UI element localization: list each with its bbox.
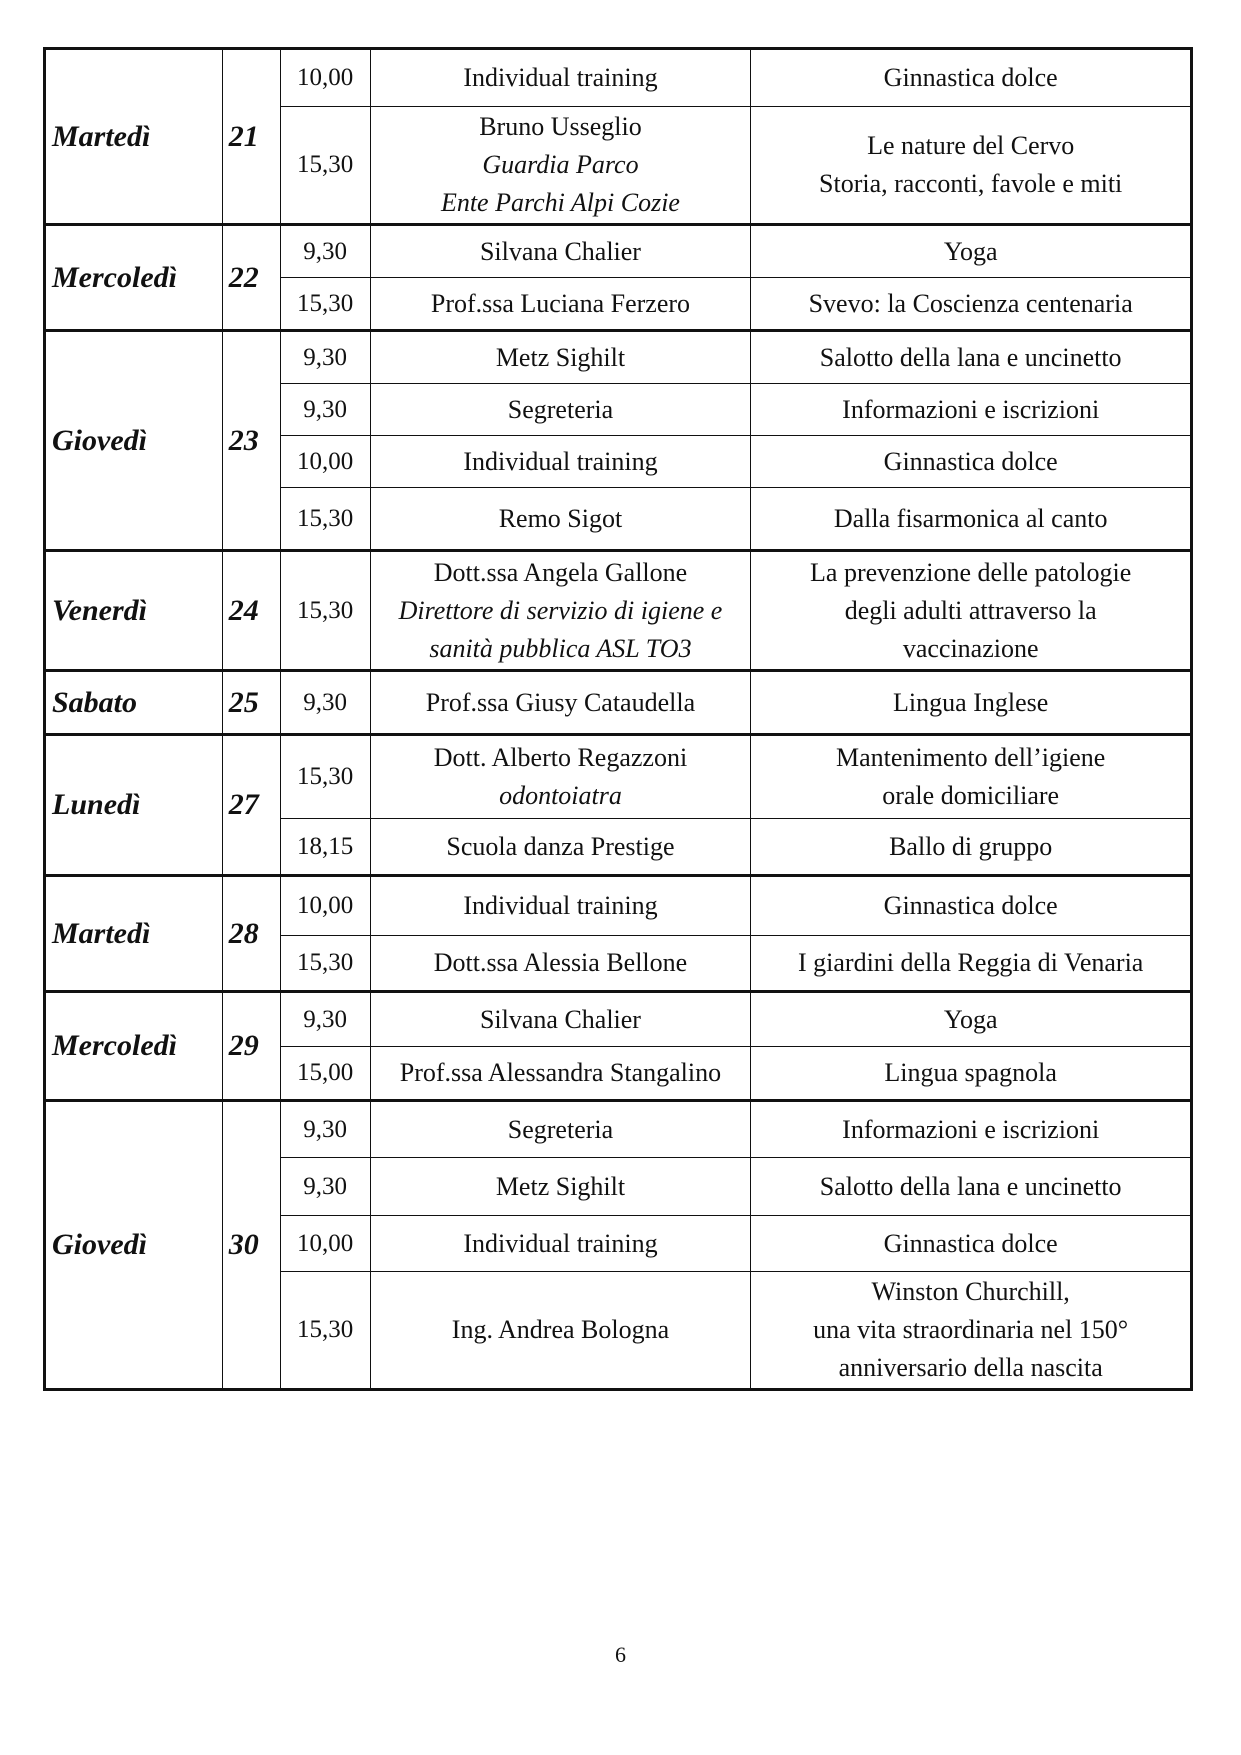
schedule-row <box>45 992 1192 1047</box>
event-time: 18,15 <box>280 819 370 876</box>
speaker-name-line: Ing. Andrea Bologna <box>451 1315 670 1344</box>
event-speaker <box>370 936 751 992</box>
event-speaker <box>370 992 751 1047</box>
speaker-role-line: Guardia Parco <box>482 150 639 179</box>
event-time: 10,00 <box>280 1216 370 1272</box>
speaker-name-line: Dott.ssa Alessia Bellone <box>433 948 688 977</box>
event-topic <box>751 436 1192 488</box>
topic-line: I giardini della Reggia di Venaria <box>797 948 1144 977</box>
topic-line: vaccinazione <box>902 633 1039 663</box>
topic-line: Salotto della lana e uncinetto <box>819 342 1122 372</box>
event-time: 10,00 <box>280 436 370 488</box>
event-time: 9,30 <box>280 331 370 384</box>
event-topic <box>751 384 1192 436</box>
speaker-role-line: Direttore di servizio di igiene e <box>398 595 723 625</box>
event-speaker <box>370 107 751 225</box>
speaker-name-line: Prof.ssa Luciana Ferzero <box>430 288 691 318</box>
topic-line: Lingua Inglese <box>893 687 1049 717</box>
schedule-body <box>45 49 1192 1390</box>
day-date: 30 <box>222 1101 280 1390</box>
schedule-table <box>43 47 1193 1391</box>
topic-line: orale domiciliare <box>882 781 1060 810</box>
event-speaker <box>370 735 751 819</box>
speaker-name-line: Segreteria <box>507 394 614 424</box>
day-date: 22 <box>222 225 280 331</box>
event-speaker <box>370 278 751 331</box>
speaker-name-line: Scuola danza Prestige <box>446 831 675 861</box>
topic-line: una vita straordinaria nel 150° <box>813 1315 1129 1344</box>
event-speaker <box>370 876 751 936</box>
day-name: Lunedì <box>45 735 223 876</box>
speaker-name-line: Dott.ssa Angela Gallone <box>433 557 688 587</box>
event-speaker <box>370 819 751 876</box>
topic-line: Storia, racconti, favole e miti <box>819 169 1123 198</box>
topic-line: Mantenimento dell’igiene <box>836 743 1106 772</box>
event-topic <box>751 225 1192 278</box>
speaker-name-line: Metz Sighilt <box>495 342 626 372</box>
event-speaker <box>370 488 751 551</box>
event-topic <box>751 278 1192 331</box>
day-date: 28 <box>222 876 280 992</box>
topic-line: La prevenzione delle patologie <box>810 557 1132 587</box>
day-name: Martedì <box>45 876 223 992</box>
topic-line: Lingua spagnola <box>884 1058 1057 1087</box>
event-speaker <box>370 225 751 278</box>
schedule-row <box>45 331 1192 384</box>
event-speaker <box>370 671 751 735</box>
speaker-name-line: Individual training <box>463 891 658 920</box>
day-date: 25 <box>222 671 280 735</box>
event-time: 9,30 <box>280 1158 370 1216</box>
event-topic <box>751 488 1192 551</box>
topic-line: Salotto della lana e uncinetto <box>819 1171 1122 1201</box>
event-topic <box>751 49 1192 107</box>
topic-line: Ginnastica dolce <box>883 63 1058 92</box>
event-time: 10,00 <box>280 876 370 936</box>
event-topic <box>751 992 1192 1047</box>
schedule-row <box>45 551 1192 671</box>
event-time: 9,30 <box>280 671 370 735</box>
speaker-name-line: Individual training <box>463 1228 658 1258</box>
event-topic <box>751 819 1192 876</box>
event-topic <box>751 735 1192 819</box>
event-time: 10,00 <box>280 49 370 107</box>
event-topic <box>751 936 1192 992</box>
speaker-name-line: Bruno Usseglio <box>479 112 642 141</box>
event-speaker <box>370 436 751 488</box>
speaker-name-line: Individual training <box>463 446 658 476</box>
speaker-name-line: Prof.ssa Alessandra Stangalino <box>399 1058 722 1087</box>
topic-line: Informazioni e iscrizioni <box>842 394 1100 424</box>
speaker-name-line: Silvana Chalier <box>479 1004 641 1034</box>
event-topic <box>751 1047 1192 1101</box>
speaker-role-line: Ente Parchi Alpi Cozie <box>440 188 680 217</box>
event-speaker <box>370 49 751 107</box>
speaker-name-line: Remo Sigot <box>498 503 623 533</box>
topic-line: Dalla fisarmonica al canto <box>833 503 1108 533</box>
event-topic <box>751 1101 1192 1158</box>
day-date: 24 <box>222 551 280 671</box>
event-time: 15,30 <box>280 107 370 225</box>
topic-line: Ginnastica dolce <box>883 891 1058 920</box>
event-speaker <box>370 1272 751 1390</box>
event-time: 15,30 <box>280 488 370 551</box>
speaker-role-line: odontoiatra <box>499 781 622 810</box>
event-time: 9,30 <box>280 225 370 278</box>
speaker-name-line: Dott. Alberto Regazzoni <box>433 743 688 772</box>
event-topic <box>751 671 1192 735</box>
speaker-role-line: sanità pubblica ASL TO3 <box>429 633 692 663</box>
day-date: 27 <box>222 735 280 876</box>
day-name: Mercoledì <box>45 992 223 1101</box>
topic-line: Winston Churchill, <box>871 1277 1070 1306</box>
day-name: Sabato <box>45 671 223 735</box>
day-name: Giovedì <box>45 1101 223 1390</box>
event-time: 9,30 <box>280 384 370 436</box>
speaker-name-line: Silvana Chalier <box>479 236 641 266</box>
topic-line: Ginnastica dolce <box>883 1228 1058 1258</box>
event-time: 15,30 <box>280 551 370 671</box>
topic-line: Ginnastica dolce <box>883 446 1058 476</box>
event-time: 15,30 <box>280 735 370 819</box>
speaker-name-line: Metz Sighilt <box>495 1171 626 1201</box>
event-speaker <box>370 1047 751 1101</box>
event-topic <box>751 331 1192 384</box>
event-time: 15,00 <box>280 1047 370 1101</box>
event-speaker <box>370 384 751 436</box>
topic-line: anniversario della nascita <box>838 1353 1103 1382</box>
event-topic <box>751 551 1192 671</box>
schedule-row <box>45 49 1192 107</box>
event-speaker <box>370 1101 751 1158</box>
day-name: Mercoledì <box>45 225 223 331</box>
schedule-row <box>45 671 1192 735</box>
speaker-name-line: Individual training <box>463 63 658 92</box>
event-time: 15,30 <box>280 936 370 992</box>
topic-line: Yoga <box>943 236 998 266</box>
event-speaker <box>370 331 751 384</box>
topic-line: Yoga <box>943 1004 998 1034</box>
event-time: 9,30 <box>280 1101 370 1158</box>
event-topic <box>751 1216 1192 1272</box>
topic-line: Ballo di gruppo <box>889 831 1053 861</box>
topic-line: Informazioni e iscrizioni <box>842 1114 1100 1144</box>
event-speaker <box>370 1158 751 1216</box>
day-name: Martedì <box>45 49 223 225</box>
speaker-name-line: Segreteria <box>507 1114 614 1144</box>
speaker-name-line: Prof.ssa Giusy Cataudella <box>425 687 696 717</box>
event-topic <box>751 1272 1192 1390</box>
schedule-row <box>45 876 1192 936</box>
day-name: Venerdì <box>45 551 223 671</box>
event-speaker <box>370 1216 751 1272</box>
event-topic <box>751 107 1192 225</box>
topic-line: Le nature del Cervo <box>867 131 1075 160</box>
schedule-row <box>45 1101 1192 1158</box>
event-topic <box>751 876 1192 936</box>
page-number: 6 <box>615 1642 626 1667</box>
event-time: 15,30 <box>280 1272 370 1390</box>
event-time: 9,30 <box>280 992 370 1047</box>
day-date: 23 <box>222 331 280 551</box>
day-date: 21 <box>222 49 280 225</box>
schedule-row <box>45 225 1192 278</box>
schedule-row <box>45 735 1192 819</box>
day-date: 29 <box>222 992 280 1101</box>
topic-line: Svevo: la Coscienza centenaria <box>808 288 1133 318</box>
day-name: Giovedì <box>45 331 223 551</box>
topic-line: degli adulti attraverso la <box>844 595 1097 625</box>
event-speaker <box>370 551 751 671</box>
event-topic <box>751 1158 1192 1216</box>
event-time: 15,30 <box>280 278 370 331</box>
